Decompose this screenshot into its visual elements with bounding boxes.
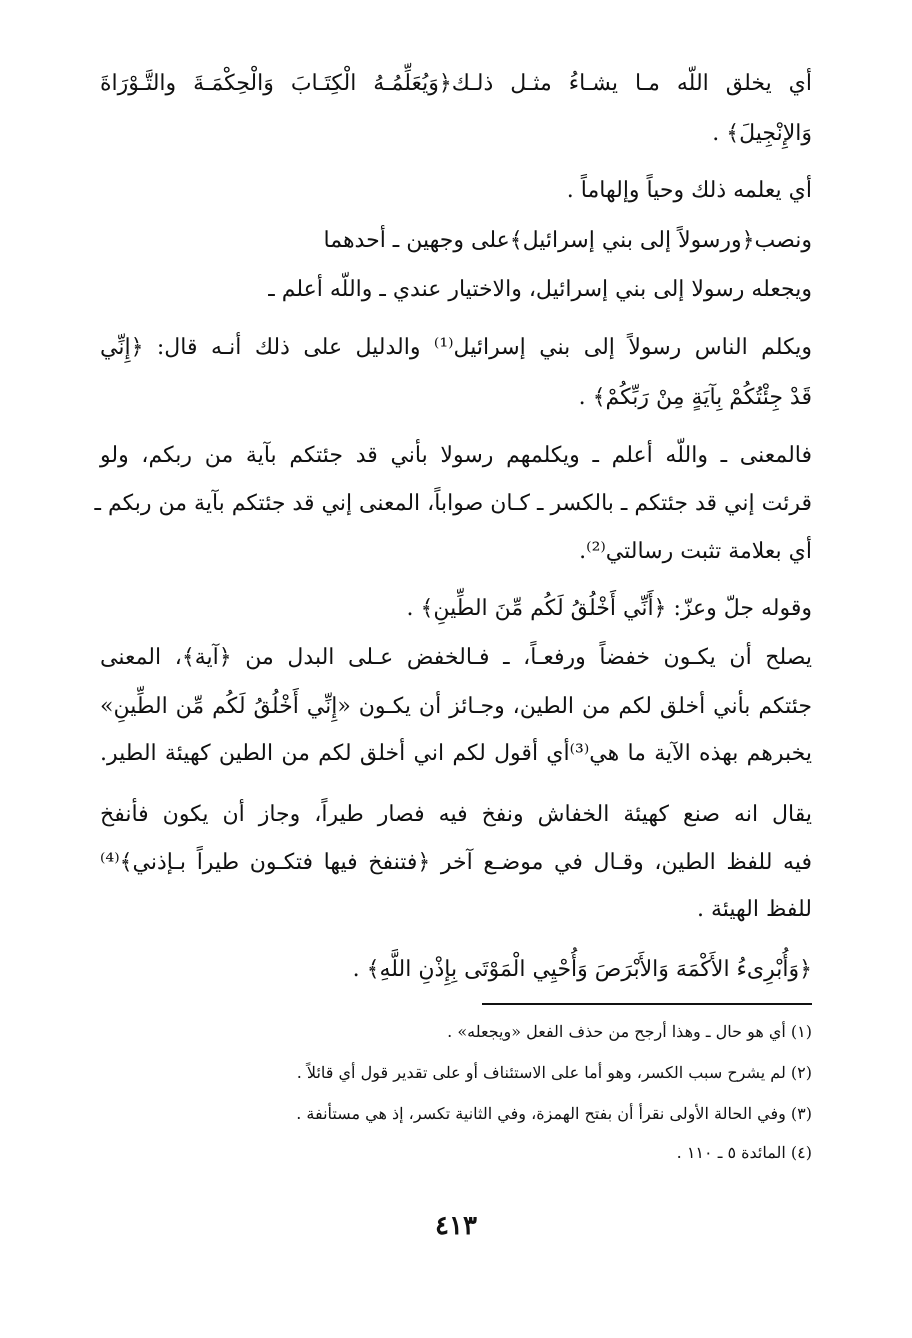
text-line: فيه للفظ الطين، وقـال في موضـع آخر ﴿فتنفخ فيها فتكـون طيراً بـإذني﴾⁽⁴⁾ xyxy=(100,850,812,875)
text-line: أي يخلق اللّه مـا يشـاءُ مثـل ذلـك﴿وَيُعَلِّمُـهُ الْكِتَـابَ وَالْحِكْمَـةَ والتَّـوْرَاةَ xyxy=(100,71,812,96)
footnote: (٢) لم يشرح سبب الكسر، وهو أما على الاستئناف أو على تقدير قول أي قائلاً . xyxy=(296,1063,812,1082)
text-line: أي بعلامة تثبت رسالتي⁽²⁾. xyxy=(579,539,812,564)
text-line: يخبرهم بهذه الآية ما هي⁽³⁾أي أقول لكم اني أخلق لكم من الطين كهيئة الطير. xyxy=(100,741,812,766)
page-number: ٤١٣ xyxy=(435,1211,477,1241)
text-line: ونصب﴿ورسولاً إلى بني إسرائيل﴾على وجهين ـ أحدهما xyxy=(323,228,812,253)
text-line: قَدْ جِئْتُكُمْ بِآيَةٍ مِنْ رَبِّكُمْ﴾ . xyxy=(578,385,812,410)
text-line: وَالإِنْجِيلَ﴾ . xyxy=(712,121,812,146)
text-line: ويجعله رسولا إلى بني إسرائيل، والاختيار عندي ـ واللّه أعلم ـ xyxy=(268,277,812,302)
text-line: أي يعلمه ذلك وحياً وإلهاماً . xyxy=(566,178,812,203)
footnote-separator xyxy=(482,1003,812,1005)
footnote: (٤) المائدة ٥ ـ ١١٠ . xyxy=(676,1143,812,1162)
text-line: فالمعنى ـ واللّه أعلم ـ ويكلمهم رسولا بأني قد جئتكم بآية من ربكم، ولو xyxy=(100,443,812,468)
footnote: (١) أي هو حال ـ وهذا أرجح من حذف الفعل «ويجعله» . xyxy=(447,1022,812,1041)
text-line: جئتكم بأني أخلق لكم من الطين، وجـائز أن يكـون «إِنِّي أَخْلُقُ لَكُم مِّن الطِّينِ» xyxy=(100,694,812,719)
quran-verse-line: ﴿وَأُبْرِىءُ الأَكْمَهَ وَالأَبْرَصَ وَأُحْيِي الْمَوْتَى بِإِذْنِ اللَّهِ﴾ . xyxy=(352,957,812,982)
text-line: وقوله جلّ وعزّ: ﴿أَنِّي أَخْلُقُ لَكُم مِّنَ الطِّينِ﴾ . xyxy=(406,596,812,621)
text-line: يقال انه صنع كهيئة الخفاش ونفخ فيه فصار طيراً، وجاز أن يكون فأنفخ xyxy=(100,802,812,827)
text-line: للفظ الهيئة . xyxy=(696,897,812,922)
text-line: قرئت إني قد جئتكم ـ بالكسر ـ كـان صواباً، المعنى إني قد جئتكم بآية من ربكم ـ xyxy=(94,491,812,516)
text-line: ويكلم الناس رسولاً إلى بني إسرائيل⁽¹⁾ والدليل على ذلك أنـه قال: ﴿إِنِّي xyxy=(100,335,812,360)
footnote: (٣) وفي الحالة الأولى نقرأ أن بفتح الهمزة، وفي الثانية تكسر، إذ هي مستأنفة . xyxy=(296,1104,812,1123)
text-line: يصلح أن يكـون خفضاً ورفعـاً، ـ فـالخفض عـلى البدل من ﴿آية﴾، المعنى xyxy=(100,645,812,670)
